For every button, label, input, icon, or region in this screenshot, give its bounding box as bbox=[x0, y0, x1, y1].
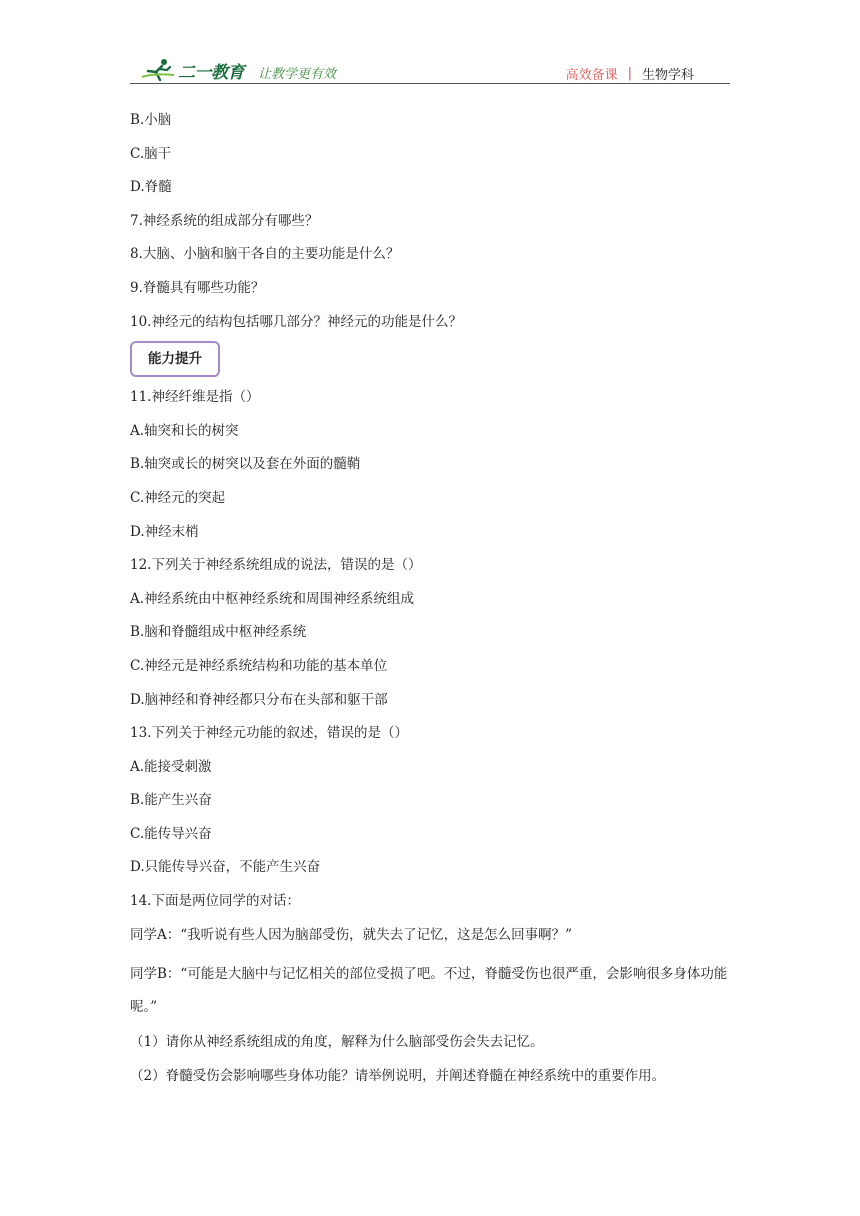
option-line: C.神经元的突起 bbox=[130, 489, 226, 506]
question-line: 10.神经元的结构包括哪几部分？神经元的功能是什么？ bbox=[130, 313, 462, 330]
option-line: C.神经元是神经系统结构和功能的基本单位 bbox=[130, 657, 388, 674]
option-line: C.能传导兴奋 bbox=[130, 825, 212, 842]
option-line: B.轴突或长的树突以及套在外面的髓鞘 bbox=[130, 456, 361, 473]
option-line: D.神经末梢 bbox=[130, 523, 199, 540]
option-line: A.神经系统由中枢神经系统和周围神经系统组成 bbox=[130, 590, 415, 607]
question-line: 12.下列关于神经系统组成的说法，错误的是（） bbox=[130, 557, 422, 574]
slogan: 让教学更有效 bbox=[258, 67, 337, 82]
question-line: 7.神经系统的组成部分有哪些？ bbox=[130, 212, 319, 229]
brand-logo bbox=[140, 58, 244, 82]
runner-logo-icon bbox=[140, 58, 176, 82]
option-line: B.脑和脊髓组成中枢神经系统 bbox=[130, 624, 307, 641]
question-line: 13.下列关于神经元功能的叙述，错误的是（） bbox=[130, 725, 408, 742]
dialog-line: 同学B：“可能是大脑中与记忆相关的部位受损了吧。不过，脊髓受伤也很严重，会影响很多身体功能呢。” bbox=[130, 966, 728, 1016]
option-line: D.脑神经和脊神经都只分布在头部和躯干部 bbox=[130, 691, 388, 708]
question-line: 9.脊髓具有哪些功能？ bbox=[130, 279, 265, 296]
header-accent: 高效备课 bbox=[565, 68, 618, 83]
header-rule bbox=[130, 83, 730, 84]
question-line: 11.神经纤维是指（） bbox=[130, 389, 260, 406]
option-line: A.能接受刺激 bbox=[130, 758, 212, 775]
sub-question-line: （1）请你从神经系统组成的角度，解释为什么脑部受伤会失去记忆。 bbox=[130, 1034, 544, 1051]
header-separator: | bbox=[627, 66, 632, 81]
option-line: D.只能传导兴奋，不能产生兴奋 bbox=[130, 859, 321, 876]
logo-text: 二一教育 bbox=[178, 62, 244, 83]
option-line: D.脊髓 bbox=[130, 179, 172, 196]
page-header bbox=[130, 58, 730, 84]
dialog-line: 同学A：“我听说有些人因为脑部受伤，就失去了记忆，这是怎么回事啊？” bbox=[130, 926, 573, 943]
option-line: A.轴突和长的树突 bbox=[130, 422, 239, 439]
option-line: B.能产生兴奋 bbox=[130, 792, 212, 809]
option-line: B.小脑 bbox=[130, 112, 172, 128]
option-line: C.脑干 bbox=[130, 145, 172, 162]
header-subject: 生物学科 bbox=[641, 68, 694, 83]
sub-question-line: （2）脊髓受伤会影响哪些身体功能？请举例说明，并阐述脊髓在神经系统中的重要作用。 bbox=[130, 1067, 666, 1084]
header-right bbox=[566, 64, 694, 83]
question-line: 14.下面是两位同学的对话： bbox=[130, 893, 300, 910]
question-line: 8.大脑、小脑和脑干各自的主要功能是什么？ bbox=[130, 246, 400, 263]
document-body bbox=[130, 110, 730, 1099]
section-badge: 能力提升 bbox=[130, 341, 220, 377]
